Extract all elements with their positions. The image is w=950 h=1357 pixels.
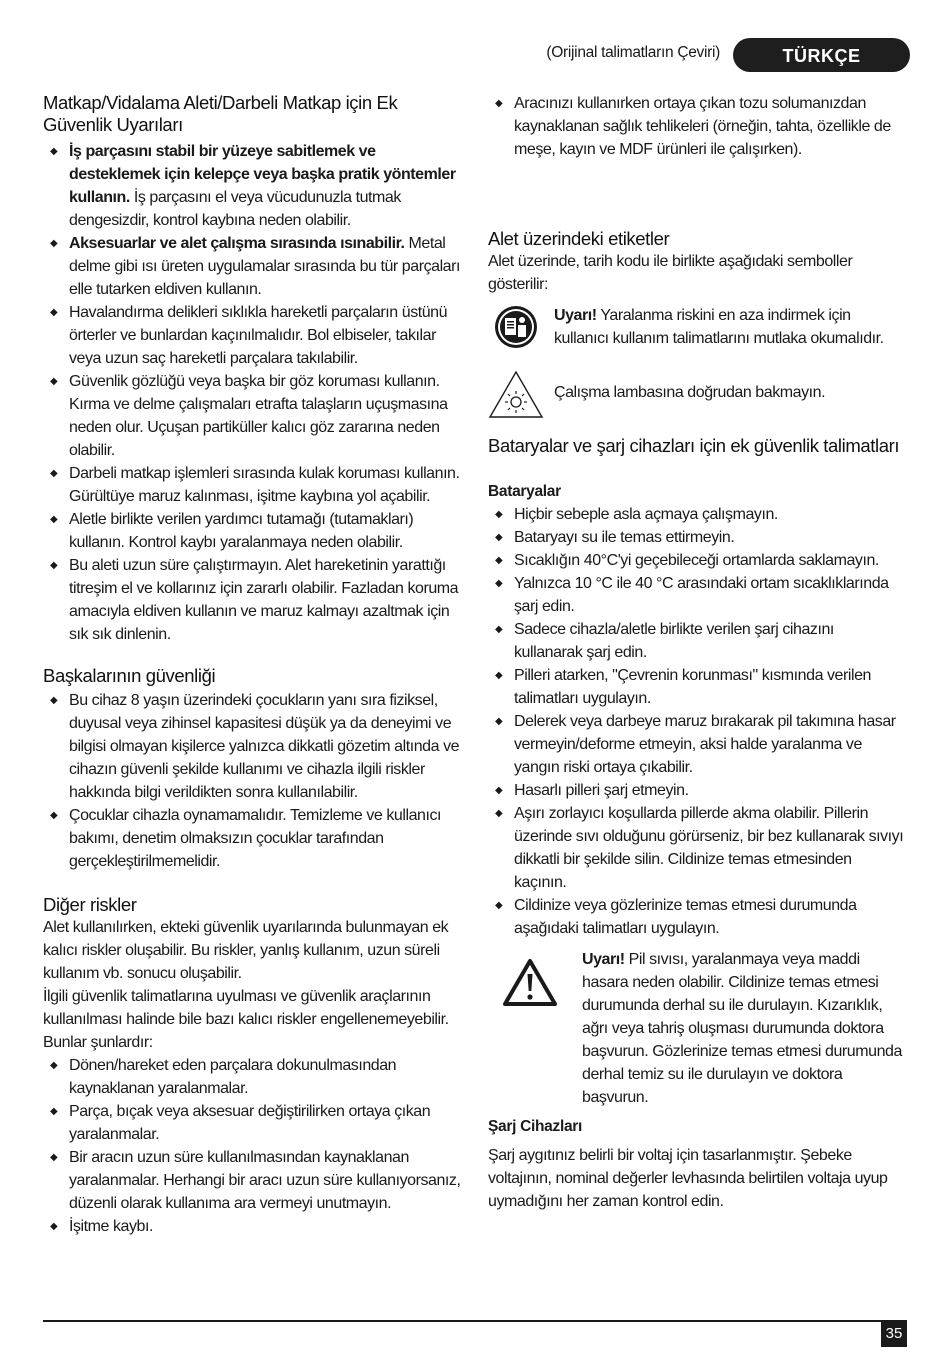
list-item: ◆ Hiçbir sebeple asla açmaya çalışmayın. (488, 503, 906, 526)
list-item: ◆ Bu aleti uzun süre çalıştırmayın. Alet hareketinin yarattığı titreşim el ve kollarınız için zararlı olabilir. Fazladan koruma amacıyla eldiven kullanın ve maruz kalmayı azaltmak için sık sık dinlenin. (43, 554, 463, 646)
list-item: ◆ Yalnızca 10 °C ile 40 °C arasındaki ortam sıcaklıklarında şarj edin. (488, 572, 906, 618)
lamp-warning-icon (488, 370, 544, 420)
list-item: ◆ Pilleri atarken, "Çevrenin korunması" kısmında verilen talimatları uygulayın. (488, 664, 906, 710)
list-item: ◆ Çocuklar cihazla oynamamalıdır. Temizleme ve kullanıcı bakımı, denetim olmaksızın çocuklar tarafından gerçekleştirilmemelidir. (43, 804, 463, 873)
read-manual-icon (488, 304, 544, 350)
translation-note: (Orijinal talimatların Çeviri) (546, 44, 720, 61)
risks-paragraph: Alet kullanılırken, ekteki güvenlik uyarılarında bulunmayan ek kalıcı riskler oluşabilir. Bu riskler, yanlış kullanım, uzun süreli kullanım vb. sonucu oluşabilir. (43, 919, 449, 982)
list-item: ◆ Dönen/hareket eden parçalara dokunulmasından kaynaklanan yaralanmalar. (43, 1054, 463, 1100)
list-item: ◆ Cildinize veya gözlerinize temas etmesi durumunda aşağıdaki talimatları uygulayın. (488, 894, 906, 940)
language-badge: TÜRKÇE (733, 38, 910, 72)
batteries-list (488, 503, 906, 940)
list-item: ◆ Delerek veya darbeye maruz bırakarak pil takımına hasar vermeyin/deforme etmeyin, aksi halde yaralanma ve yangın riski ortaya çıkabilir. (488, 710, 906, 779)
risks-paragraph: İlgili güvenlik talimatlarına uyulması ve güvenlik araçlarının kullanılması halinde bile bazı kalıcı riskler engellenemeyebilir. Bunlar şunlardır: (43, 988, 449, 1051)
drill-safety-list (43, 140, 463, 646)
risks-list-continued (488, 92, 906, 161)
labels-paragraph: Alet üzerinde, tarih kodu ile birlikte aşağıdaki semboller gösterilir: (488, 253, 853, 293)
list-item: ◆ Aksesuarlar ve alet çalışma sırasında ısınabilir. Metal delme gibi ısı üreten uygulamalar sırasında bu tür parçaları elle tutarken eldiven kullanın. (43, 232, 463, 301)
list-item: ◆ Aletle birlikte verilen yardımcı tutamağı (tutamakları) kullanın. Kontrol kaybı yaralanmaya neden olabilir. (43, 508, 463, 554)
read-manual-text: Uyarı! Yaralanma riskini en aza indirmek için kullanıcı kullanım talimatlarını mutlaka okumalıdır. (554, 307, 884, 347)
list-item: ◆ Bu cihaz 8 yaşın üzerindeki çocukların yanı sıra fiziksel, duyusal veya zihinsel kapasitesi düşük ya da deneyimi ve bilgisi olmayan kişilerce yalnızca dikkatli gözetim altında ve cihazın güvenli şekilde kullanımı ve cihazla ilgili riskler hakkında bilgi verildikten sonra kullanılabilir. (43, 689, 463, 804)
right-column (488, 92, 906, 1213)
list-item: ◆ Aşırı zorlayıcı koşullarda pillerde akma olabilir. Pillerin üzerinde sıvı olduğunu görürseniz, bir bez kullanarak sıvıyı dikkatli bir şekilde silin. Cildinize temas etmesinden kaçının. (488, 802, 906, 894)
chargers-heading: Şarj Cihazları (488, 1118, 583, 1135)
list-item: ◆ Hasarlı pilleri şarj etmeyin. (488, 779, 906, 802)
page-number: 35 (881, 1321, 907, 1347)
tool-labels-heading: Alet üzerindeki etiketler (488, 228, 670, 249)
drill-safety-heading: Matkap/Vidalama Aleti/Darbeli Matkap için Ek Güvenlik Uyarıları (43, 92, 398, 135)
lamp-warning-text: Çalışma lambasına doğrudan bakmayın. (554, 384, 826, 401)
list-item: ◆ Parça, bıçak veya aksesuar değiştirilirken ortaya çıkan yaralanmalar. (43, 1100, 463, 1146)
batteries-heading: Bataryalar (488, 483, 561, 500)
left-column (43, 92, 463, 1238)
battery-fluid-warning (488, 948, 906, 1109)
others-safety-heading: Başkalarının güvenliği (43, 665, 216, 686)
list-item: ◆ Aracınızı kullanırken ortaya çıkan tozu solumanızdan kaynaklanan sağlık tehlikeleri (örneğin, tahta, özellikle de meşe, kayın ve MDF ürünleri ile çalışırken). (488, 92, 906, 161)
others-safety-list (43, 689, 463, 873)
other-risks-heading: Diğer riskler (43, 894, 137, 915)
list-item: ◆ Havalandırma delikleri sıklıkla hareketli parçaların üstünü örterler ve bunlardan kaçınılmalıdır. Bol elbiseler, takılar veya uzun saç hareketli parçalara takılabilir. (43, 301, 463, 370)
battery-safety-heading: Bataryalar ve şarj cihazları için ek güvenlik talimatları (488, 435, 900, 456)
list-item: ◆ Bir aracın uzun süre kullanılmasından kaynaklanan yaralanmalar. Herhangi bir aracı uzun süre kullanıyorsanız, düzenli olarak kullanıma ara vermeyi unutmayın. (43, 1146, 463, 1215)
chargers-paragraph: Şarj aygıtınız belirli bir voltaj için tasarlanmıştır. Şebeke voltajının, nominal değerler levhasında belirtilen voltaja uyup uymadığını her zaman kontrol edin. (488, 1147, 888, 1210)
battery-fluid-text: Uyarı! Pil sıvısı, yaralanmaya veya maddi hasara neden olabilir. Cildinize temas etmesi durumunda derhal su ile durulayın. Kızarıklık, ağrı veya tahriş oluşması durumunda doktora başvurun. Gözlerinize temas etmesi durumunda derhal temiz su ile durulayın ve doktora başvurun. (582, 951, 902, 1106)
footer-divider (43, 1320, 907, 1322)
list-item: ◆ Güvenlik gözlüğü veya başka bir göz koruması kullanın. Kırma ve delme çalışmaları etrafta talaşların uçuşmasına neden olur. Uçuşan partiküller kalıcı göz zararına neden olabilir. (43, 370, 463, 462)
warning-triangle-icon (488, 948, 572, 1008)
list-item: ◆ Sadece cihazla/aletle birlikte verilen şarj cihazını kullanarak şarj edin. (488, 618, 906, 664)
risks-list (43, 1054, 463, 1238)
list-item: ◆ İşitme kaybı. (43, 1215, 463, 1238)
list-item: ◆ Darbeli matkap işlemleri sırasında kulak koruması kullanın. Gürültüye maruz kalınması, işitme kaybına yol açabilir. (43, 462, 463, 508)
list-item: ◆ İş parçasını stabil bir yüzeye sabitlemek ve desteklemek için kelepçe veya başka pratik yöntemler kullanın. İş parçasını el veya vücudunuzla tutmak dengesizdir, kontrol kaybına neden olabilir. (43, 140, 463, 232)
list-item: ◆ Sıcaklığın 40°C'yi geçebileceği ortamlarda saklamayın. (488, 549, 906, 572)
list-item: ◆ Bataryayı su ile temas ettirmeyin. (488, 526, 906, 549)
read-manual-warning (488, 304, 906, 350)
lamp-warning (488, 370, 906, 420)
